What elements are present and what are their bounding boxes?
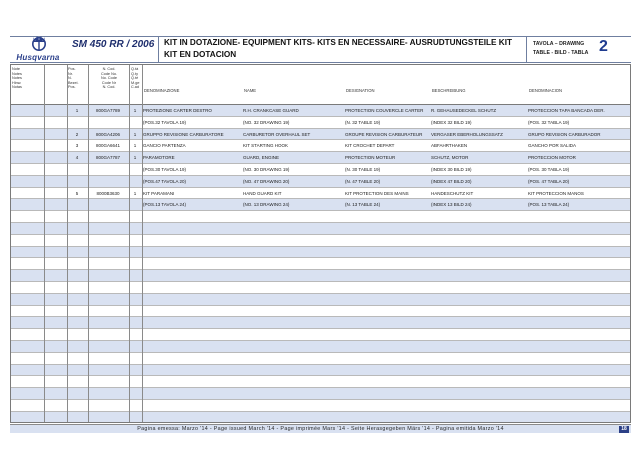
cell-code: 800GA6641 <box>95 143 121 149</box>
cell-fr: (N. 30 TABLE 19) <box>345 166 381 172</box>
cell-it: (POS.32 TAVOLA 19) <box>143 119 187 125</box>
cell-en: R.H. CRANKCASE GUARD <box>243 108 299 113</box>
column-divider <box>129 65 130 422</box>
header-spanish: DENOMINACION <box>529 88 563 93</box>
table-row <box>11 164 630 176</box>
issue-note: Pagina emessa: Marzo '14 - Page issued March '14 - Page imprimée Mars '14 - Seite Herasgegeben Märs '14 - Pagina emitida Marzo '14 <box>137 426 504 432</box>
cell-es: GRUPO REVISION CARBURADOR <box>528 131 601 137</box>
brand-logo <box>10 34 66 63</box>
table-row <box>11 282 630 294</box>
cell-code <box>87 117 129 129</box>
table-row <box>11 270 630 282</box>
cell-fr: PROTECTION MOTEUR <box>345 155 396 161</box>
cell-code: 800GA7787 <box>95 155 121 161</box>
cell-pos <box>67 176 87 188</box>
cell-fr: KIT CROCHET DEPART <box>345 143 395 149</box>
column-divider <box>67 65 68 422</box>
table-row <box>11 341 630 353</box>
cell-fr: (N. 13 TABLE 24) <box>345 202 381 208</box>
table-row <box>11 129 630 141</box>
cell-es: (POS. 47 TABLA 20) <box>528 178 570 184</box>
cell-de: (INDEX 13 BILD 24) <box>431 202 472 208</box>
table-row <box>11 400 630 412</box>
cell-pos: 2 <box>75 131 79 137</box>
table-label-line-2: TABLE - BILD - TABLA <box>533 49 589 56</box>
cell-es: KIT PROTECCION MANOS <box>528 190 584 196</box>
header-qty: Q.tà Q.ty Q.té M.ge C.ad <box>131 67 140 90</box>
cell-fr: (N. 32 TABLE 19) <box>345 119 381 125</box>
cell-en: KIT STARTING HOOK <box>243 143 289 149</box>
cell-code <box>87 164 129 176</box>
header-code: N. Cod. Code No. No. Code Code Nr N. Cod. <box>100 67 118 90</box>
header-english: NAME <box>244 88 257 93</box>
cell-en: (NO. 30 DRAWING 19) <box>243 166 290 172</box>
cell-es: GANCHO POR SALIDA <box>528 143 577 149</box>
cell-en: GUARD, ENGINE <box>243 155 280 161</box>
cell-code <box>87 199 129 211</box>
cell-qty <box>129 176 141 188</box>
table-row <box>11 235 630 247</box>
cell-pos: 4 <box>75 155 79 161</box>
cell-en: CARBURETOR OVERHAUL SET <box>243 131 311 137</box>
table-row <box>11 199 630 211</box>
cell-pos <box>67 164 87 176</box>
cell-qty: 1 <box>133 190 137 196</box>
table-row <box>11 306 630 318</box>
cell-qty: 1 <box>133 131 137 137</box>
table-row <box>11 365 630 377</box>
table-row <box>11 388 630 400</box>
cell-it: KIT PARAMANI <box>143 190 175 196</box>
cell-de: (INDEX 32 BILD 19) <box>431 119 472 125</box>
table-row <box>11 117 630 129</box>
table-row <box>11 412 630 423</box>
page-footer <box>10 424 631 433</box>
cell-de: HANDESCHUTZ KIT <box>431 190 474 196</box>
table-row <box>11 376 630 388</box>
cell-pos: 3 <box>75 143 79 149</box>
header-divider <box>158 36 159 63</box>
header-german: BESCHREIBUNG <box>432 88 466 93</box>
cell-pos <box>67 117 87 129</box>
cell-it: (POS.13 TAVOLA 24) <box>143 202 187 208</box>
table-row <box>11 353 630 365</box>
husqvarna-crown-icon <box>29 34 49 52</box>
cell-qty <box>129 117 141 129</box>
header-italian: DENOMINAZIONE <box>144 88 180 93</box>
title-line-1: KIT IN DOTAZIONE- EQUIPMENT KITS- KITS EN NECESSAIRE- AUSRUDTUNGSTEILE KIT <box>164 38 512 47</box>
cell-fr: KIT PROTECTION DES MAINS <box>345 190 409 196</box>
model-name: SM 450 RR / 2006 <box>72 39 155 50</box>
title-line-2: KIT EN DOTACION <box>164 49 237 59</box>
table-header <box>11 65 630 105</box>
cell-qty <box>129 164 141 176</box>
cell-en: (NO. 32 DRAWING 19) <box>243 119 290 125</box>
cell-qty: 1 <box>133 143 137 149</box>
table-row <box>11 152 630 164</box>
page-title <box>164 37 524 60</box>
cell-es: (POS. 32 TABLA 19) <box>528 119 570 125</box>
cell-it: (POS.30 TAVOLA 19) <box>143 166 187 172</box>
cell-es: PROTECCION MOTOR <box>528 155 576 161</box>
header-divider <box>526 36 527 63</box>
cell-pos: 1 <box>75 108 79 113</box>
table-row <box>11 105 630 117</box>
column-divider <box>142 65 143 422</box>
parts-table <box>10 64 631 423</box>
table-row <box>11 140 630 152</box>
table-body <box>11 105 630 423</box>
table-row <box>11 223 630 235</box>
table-row <box>11 329 630 341</box>
cell-de: (INDEX 47 BILD 20) <box>431 178 472 184</box>
table-label-line-1: TAVOLA – DRAWING <box>533 41 585 47</box>
cell-fr: GROUPE REVISION CARBURATEUR <box>345 131 423 137</box>
cell-it: PARAMOTORE <box>143 155 175 161</box>
table-row <box>11 247 630 259</box>
header-notes: Note Notes Notes Hinw. Notas <box>12 67 22 90</box>
cell-qty: 1 <box>133 155 137 161</box>
cell-de: SCHUTZ, MOTOR <box>431 155 469 161</box>
cell-es: (POS. 30 TABLA 19) <box>528 166 570 172</box>
cell-code <box>87 176 129 188</box>
column-divider <box>88 65 89 422</box>
column-divider <box>44 65 45 422</box>
table-row <box>11 294 630 306</box>
cell-en: (NO. 13 DRAWING 24) <box>243 202 290 208</box>
brand-name: Husqvarna <box>16 53 60 62</box>
table-row <box>11 258 630 270</box>
cell-it: (POS.47 TAVOLA 20) <box>143 178 187 184</box>
cell-pos <box>67 199 87 211</box>
table-label <box>533 40 588 57</box>
header-pos: Pos. Nr. N. Bezei. Pos. <box>68 67 79 90</box>
cell-de: (INDEX 30 BILD 19) <box>431 166 472 172</box>
table-row <box>11 176 630 188</box>
page-number: 2 <box>599 38 608 55</box>
table-row <box>11 317 630 329</box>
cell-it: GRUPPO REVISIONE CARBURATORE <box>143 131 224 137</box>
cell-pos: 5 <box>75 190 79 196</box>
cell-de: R. GEHAUSEDECKEL SCHUTZ <box>431 108 497 113</box>
table-row <box>11 188 630 200</box>
cell-fr: PROTECTION COUVERCLE CARTER <box>345 108 424 113</box>
cell-de: ABFAHRTHAKEN <box>431 143 468 149</box>
header-french: DESIGNATION <box>346 88 375 93</box>
cell-es: PROTECCION TAPA BANCADA DER. <box>528 108 605 113</box>
cell-qty: 1 <box>133 108 137 113</box>
cell-es: (POS. 13 TABLA 24) <box>528 202 570 208</box>
cell-qty <box>129 199 141 211</box>
cell-de: VERGASER EBERHOLUNGSSATZ <box>431 131 503 137</box>
cell-code: 800GA7789 <box>95 108 121 113</box>
cell-code: 8000B3630 <box>96 190 120 196</box>
cell-en: (NO. 47 DRAWING 20) <box>243 178 290 184</box>
cell-en: HAND GUARD KIT <box>243 190 282 196</box>
cell-it: GANCIO PARTENZA <box>143 143 186 149</box>
cell-fr: (N. 47 TABLE 20) <box>345 178 381 184</box>
cell-code: 800GA4206 <box>95 131 121 137</box>
footer-page-number: 18 <box>619 426 629 433</box>
table-row <box>11 211 630 223</box>
cell-it: PROTEZIONE CARTER DESTRO <box>143 108 212 113</box>
